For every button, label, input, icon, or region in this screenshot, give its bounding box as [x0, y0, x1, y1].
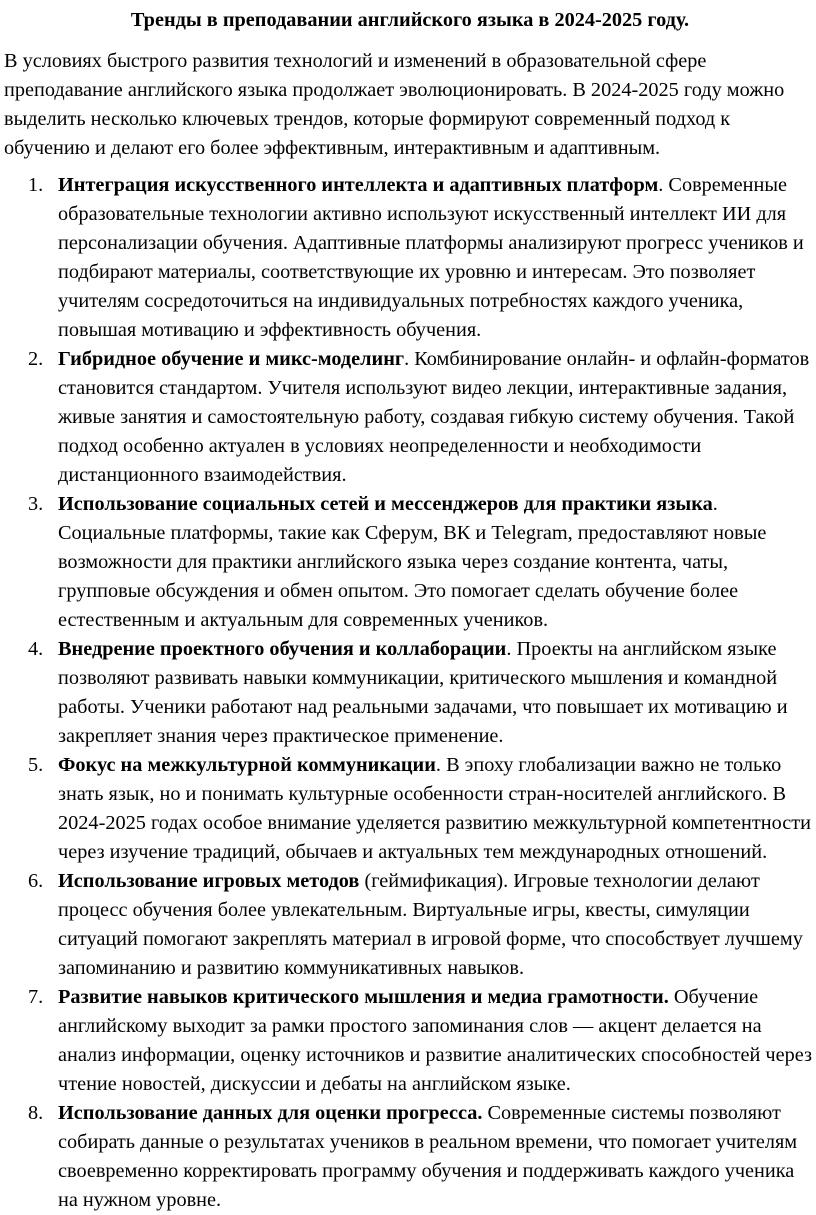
list-item-separator: .: [712, 493, 718, 515]
list-item-number: 6.: [28, 870, 44, 892]
list-item-text: Проекты на английском языке позволяют развивать навыки коммуникации, критического мышления и командной работы. Ученики работают над реальными задачами, что повышает их мотивацию и закрепляет знания через практическое применение.: [58, 638, 788, 747]
list-item-number: 4.: [28, 638, 44, 660]
trends-list: [4, 171, 816, 1215]
list-item: [4, 345, 816, 490]
list-item-separator: .: [435, 754, 447, 776]
list-item-heading: Внедрение проектного обучения и коллаборации: [58, 638, 507, 660]
list-item-number: 8.: [28, 1102, 44, 1124]
list-item: [4, 171, 816, 345]
list-item-heading: Гибридное обучение и микс-моделинг: [58, 348, 405, 370]
list-item-number: 5.: [28, 754, 44, 776]
list-item-text: Современные системы позволяют собирать данные о результатах учеников в реальном времени, что помогает учителям своевременно корректировать программу обучения и поддерживать каждого ученика на нужном уровне.: [58, 1102, 798, 1211]
list-item-text: Социальные платформы, такие как Сферум, ВК и Telegram, предоставляют новые возможности для практики английского языка через создание контента, чаты, групповые обсуждения и обмен опытом. Это помогает сделать обучение более естественным и актуальным для современных учеников.: [58, 522, 767, 631]
list-item-number: 1.: [28, 174, 44, 196]
list-item-text: Современные образовательные технологии активно используют искусственный интеллект ИИ для персонализации обучения. Адаптивные платформы анализируют прогресс учеников и подбирают материалы, соответствующие их уровню и интересам. Это позволяет учителям сосредоточиться на индивидуальных потребностях каждого ученика, повышая мотивацию и эффективность обучения.: [58, 174, 804, 341]
list-item-separator: .: [404, 348, 415, 370]
list-item-separator: .: [506, 638, 517, 660]
list-item: [4, 490, 816, 635]
list-item-heading: Интеграция искусственного интеллекта и адаптивных платформ: [58, 174, 659, 196]
list-item-text: (геймификация). Игровые технологии делают процесс обучения более увлекательным. Виртуальные игры, квесты, симуляции ситуаций помогают закреплять материал в игровой форме, что способствует лучшему запоминанию и развитию коммуникативных навыков.: [58, 870, 803, 979]
document-title: Тренды в преподавании английского языка в 2024-2025 году.: [130, 9, 690, 31]
list-item-number: 7.: [28, 986, 44, 1008]
list-item: [4, 635, 816, 751]
list-item-heading: Использование данных для оценки прогресса.: [58, 1102, 483, 1124]
list-item: [4, 867, 816, 983]
list-item-separator: .: [658, 174, 669, 196]
list-item: [4, 983, 816, 1099]
list-item-text: Обучение английскому выходит за рамки простого запоминания слов — акцент делается на анализ информации, оценку источников и развитие аналитических способностей через чтение новостей, дискуссии и дебаты на английском языке.: [58, 986, 813, 1095]
list-item: [4, 751, 816, 867]
list-item: [4, 1099, 816, 1215]
list-item-text: В эпоху глобализации важно не только знать язык, но и понимать культурные особенности стран-носителей английского. В 2024-2025 годах особое внимание уделяется развитию межкультурной компетентности через изучение традиций, обычаев и актуальных тем международных отношений.: [58, 754, 811, 863]
intro-paragraph: В условиях быстрого развития технологий и изменений в образовательной сфере преподавание английского языка продолжает эволюционировать. В 2024-2025 году можно выделить несколько ключевых трендов, которые формируют современный подход к обучению и делают его более эффективным, интерактивным и адаптивным.: [4, 50, 785, 159]
list-item-heading: Развитие навыков критического мышления и медиа грамотности.: [58, 986, 669, 1008]
list-item-heading: Использование игровых методов: [58, 870, 360, 892]
list-item-number: 2.: [28, 348, 44, 370]
list-item-number: 3.: [28, 493, 44, 515]
list-item-heading: Фокус на межкультурной коммуникации: [58, 754, 436, 776]
list-item-heading: Использование социальных сетей и мессенджеров для практики языка: [58, 493, 713, 515]
list-item-text: Комбинирование онлайн- и офлайн-форматов становится стандартом. Учителя используют видео лекции, интерактивные задания, живые занятия и самостоятельную работу, создавая гибкую систему обучения. Такой подход особенно актуален в условиях неопределенности и необходимости дистанционного взаимодействия.: [58, 348, 810, 486]
